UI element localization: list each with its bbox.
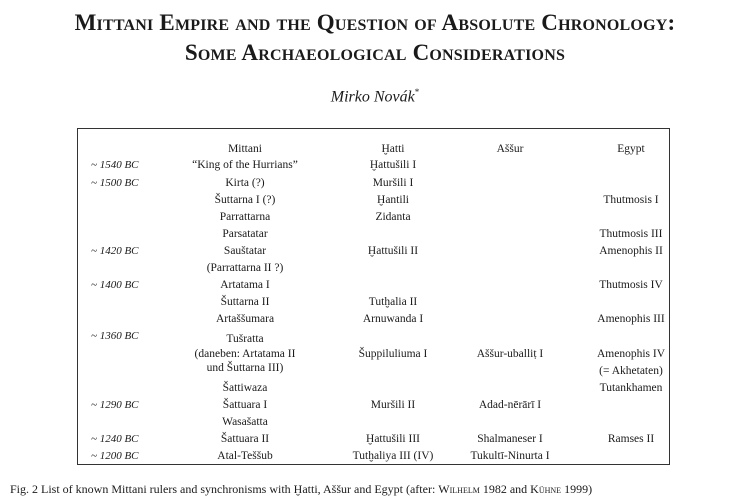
egypt-cell: Amenophis III bbox=[597, 313, 665, 325]
caption-author-1: Wilhelm bbox=[438, 482, 480, 496]
egypt-cell: Ramses II bbox=[607, 433, 655, 445]
caption-author-2: Kühne bbox=[530, 482, 562, 496]
mittani-cell: Tušratta bbox=[226, 333, 264, 345]
date-cell: ~ 1420 BC bbox=[91, 245, 139, 257]
mittani-cell: Šattiwaza bbox=[222, 382, 268, 394]
egypt-cell: Amenophis II bbox=[599, 245, 663, 257]
mittani-cell: Šuttarna II bbox=[220, 296, 270, 308]
mittani-cell: und Šuttarna III) bbox=[206, 362, 284, 374]
figure-caption bbox=[10, 482, 745, 497]
hatti-cell: Ḫattušili II bbox=[367, 245, 419, 257]
header-egypt: Egypt bbox=[617, 143, 645, 155]
assur-cell: Adad-nērārī I bbox=[478, 399, 542, 411]
date-cell: ~ 1400 BC bbox=[91, 279, 139, 291]
header-mittani: Mittani bbox=[228, 143, 262, 155]
header-hatti: Ḫatti bbox=[381, 143, 405, 155]
date-cell: ~ 1240 BC bbox=[91, 433, 139, 445]
assur-cell: Aššur-uballiṭ I bbox=[476, 348, 544, 360]
hatti-cell: Šuppiluliuma I bbox=[358, 348, 428, 360]
assur-cell: Shalmaneser I bbox=[477, 433, 543, 445]
mittani-cell: Parrattarna bbox=[219, 211, 271, 223]
mittani-cell: Artatama I bbox=[220, 279, 270, 291]
mittani-cell: Atal-Teššub bbox=[217, 450, 273, 462]
egypt-cell: Tutankhamen bbox=[599, 382, 663, 394]
mittani-cell: Wasašatta bbox=[222, 416, 268, 428]
hatti-cell: Tutḫaliya III (IV) bbox=[352, 450, 434, 462]
mittani-cell: Šattuara I bbox=[222, 399, 268, 411]
author-name bbox=[0, 87, 750, 106]
mittani-cell: Sauštatar bbox=[223, 245, 267, 257]
hatti-cell: Tutḫalia II bbox=[368, 296, 418, 308]
mittani-cell: (Parrattarna II ?) bbox=[206, 262, 284, 274]
mittani-cell: Parsatatar bbox=[222, 228, 268, 240]
hatti-cell: Ḫattušili III bbox=[366, 433, 420, 445]
mittani-cell: (daneben: Artatama II bbox=[194, 348, 296, 360]
header-assur: Aššur bbox=[496, 143, 524, 155]
hatti-cell: Ḫantili bbox=[377, 194, 409, 206]
caption-suffix: 1999) bbox=[561, 482, 593, 496]
egypt-cell: Thutmosis III bbox=[599, 228, 663, 240]
mittani-cell: Kirta (?) bbox=[225, 177, 265, 189]
mittani-cell: Šattuara II bbox=[220, 433, 270, 445]
mittani-cell: “King of the Hurrians” bbox=[192, 159, 298, 171]
date-cell: ~ 1290 BC bbox=[91, 399, 139, 411]
paper-title-line-2: Some Archaeological Considerations bbox=[184, 40, 566, 65]
date-cell: ~ 1500 BC bbox=[91, 177, 139, 189]
hatti-cell: Muršili II bbox=[370, 399, 416, 411]
egypt-cell: Amenophis IV bbox=[596, 348, 666, 360]
assur-cell: Tukultī-Ninurta I bbox=[470, 450, 550, 462]
egypt-cell: Thutmosis I bbox=[603, 194, 659, 206]
hatti-cell: Ḫattušili I bbox=[369, 159, 417, 171]
caption-mid: 1982 and bbox=[479, 482, 531, 496]
author-name-text: Mirko Novák bbox=[330, 88, 415, 106]
date-cell: ~ 1200 BC bbox=[91, 450, 139, 462]
date-cell: ~ 1360 BC bbox=[91, 330, 139, 342]
paper-title-line-1: Mittani Empire and the Question of Absolute Chronology: bbox=[74, 10, 676, 35]
hatti-cell: Arnuwanda I bbox=[362, 313, 424, 325]
caption-prefix: Fig. 2 List of known Mittani rulers and synchronisms with Ḫatti, Aššur and Egypt (after: bbox=[10, 482, 439, 496]
mittani-cell: Artaššumara bbox=[215, 313, 275, 325]
mittani-cell: Šuttarna I (?) bbox=[214, 194, 276, 206]
date-cell: ~ 1540 BC bbox=[91, 159, 139, 171]
egypt-cell: (= Akhetaten) bbox=[599, 365, 663, 377]
author-footnote-mark: * bbox=[414, 87, 420, 97]
egypt-cell: Thutmosis IV bbox=[599, 279, 663, 291]
hatti-cell: Muršili I bbox=[372, 177, 414, 189]
hatti-cell: Zidanta bbox=[375, 211, 411, 223]
